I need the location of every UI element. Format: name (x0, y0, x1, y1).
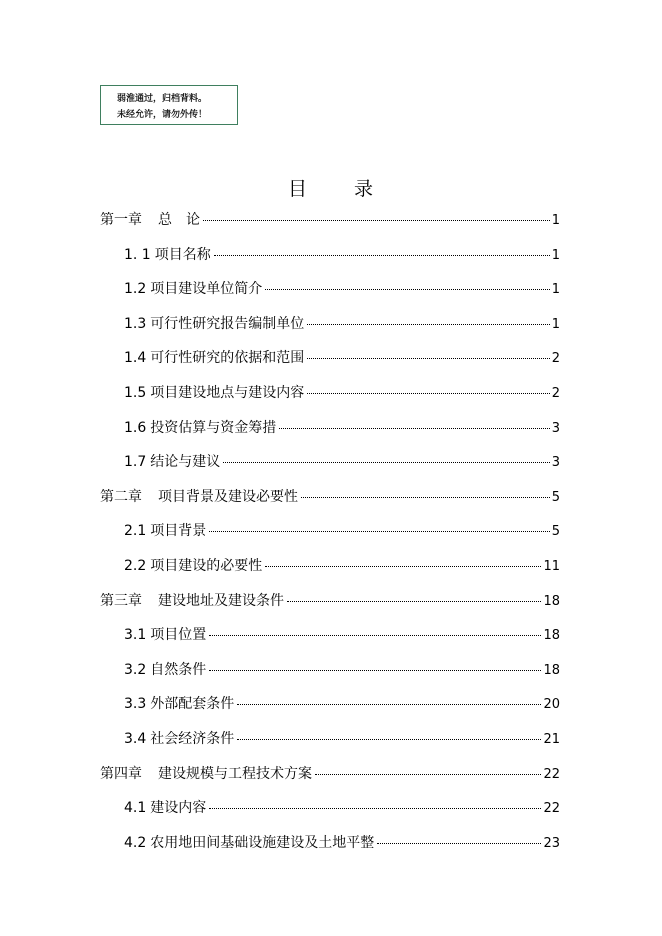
toc-entry-number: 第四章 (100, 765, 142, 782)
toc-dot-leader (209, 635, 541, 636)
toc-dot-leader (315, 774, 541, 775)
toc-page-number: 3 (551, 420, 560, 436)
toc-section-entry[interactable] (124, 661, 560, 680)
notice-line-1: 弱淮通过，归档背料。 (117, 94, 208, 104)
toc-page-number: 2 (551, 351, 560, 367)
toc-dot-leader (307, 358, 549, 359)
toc-entry-number: 3.3 (124, 696, 147, 713)
toc-section-entry[interactable] (124, 834, 560, 853)
toc-chapter-entry[interactable] (100, 765, 560, 784)
toc-page-number: 1 (551, 213, 560, 228)
toc-dot-leader (307, 324, 549, 325)
toc-dot-leader (203, 220, 550, 221)
toc-entry-label: 结论与建议 (150, 454, 221, 471)
toc-chapter-entry[interactable] (100, 211, 560, 230)
toc-entry-label: 投资估算与资金筹措 (150, 419, 277, 436)
toc-entry-label: 项目背景及建设必要性 (158, 488, 298, 505)
title-char-left: 目 (287, 178, 308, 200)
toc-entry-number: 1. 1 (124, 246, 151, 263)
toc-entry-number: 1.6 (124, 419, 147, 436)
toc-entry-number: 第一章 (100, 212, 142, 228)
toc-dot-leader (209, 531, 549, 532)
toc-entry-label: 项目建设地点与建设内容 (150, 385, 305, 401)
toc-entry-label: 项目位置 (150, 627, 207, 644)
toc-section-entry[interactable] (124, 695, 560, 714)
toc-entry-label: 外部配套条件 (150, 696, 235, 713)
toc-page-number: 18 (543, 593, 560, 609)
toc-dot-leader (223, 462, 549, 463)
toc-entry-label: 建设内容 (150, 800, 207, 817)
toc-entry-label: 建设地址及建设条件 (158, 592, 284, 609)
toc-dot-leader (307, 393, 549, 394)
toc-entry-label: 项目建设的必要性 (150, 558, 263, 574)
toc-entry-label: 总 论 (158, 212, 200, 228)
toc-entry-number: 3.2 (124, 661, 147, 678)
toc-dot-leader (287, 601, 541, 602)
title-char-right: 录 (354, 178, 375, 200)
notice-line-2: 未经允许，请勿外传！ (117, 110, 208, 120)
toc-page-number: 23 (543, 835, 560, 851)
toc-page-number: 22 (543, 801, 560, 817)
toc-dot-leader (279, 428, 549, 429)
toc-page-number: 1 (551, 316, 560, 332)
toc-entry-label: 农用地田间基础设施建设及土地平整 (150, 834, 375, 851)
toc-entry-number: 1.5 (124, 385, 147, 401)
toc-entry-number: 2.2 (124, 558, 147, 574)
toc-section-entry[interactable] (124, 730, 560, 749)
toc-entry-number: 3.1 (124, 627, 147, 644)
toc-entry-label: 项目建设单位简介 (150, 281, 263, 298)
toc-page-number: 18 (543, 628, 560, 644)
toc-chapter-entry[interactable] (100, 488, 560, 507)
toc-entry-label: 社会经济条件 (150, 731, 235, 747)
toc-page-number: 1 (551, 282, 560, 298)
toc-page-number: 22 (543, 766, 560, 782)
toc-entry-label: 自然条件 (150, 661, 207, 678)
toc-chapter-entry[interactable] (100, 592, 560, 611)
toc-page-number: 1 (551, 247, 560, 263)
toc-dot-leader (265, 566, 541, 567)
toc-page-number: 20 (543, 697, 560, 713)
toc-page-number: 11 (543, 559, 560, 574)
toc-section-entry[interactable] (124, 557, 560, 576)
toc-section-entry[interactable] (124, 522, 560, 541)
toc-section-entry[interactable] (124, 799, 560, 818)
toc-entry-label: 可行性研究的依据和范围 (150, 350, 305, 367)
toc-dot-leader (265, 289, 549, 290)
toc-section-entry[interactable] (124, 384, 560, 403)
toc-entry-number: 2.1 (124, 523, 147, 540)
toc-entry-label: 项目背景 (150, 523, 207, 540)
toc-entry-label: 项目名称 (154, 246, 211, 263)
toc-section-entry[interactable] (124, 626, 560, 645)
toc-section-entry[interactable] (124, 315, 560, 334)
toc-page-number: 21 (543, 732, 560, 747)
toc-entry-number: 3.4 (124, 731, 147, 747)
toc-page-number: 5 (551, 489, 560, 505)
toc-section-entry[interactable] (124, 453, 560, 472)
toc-dot-leader (209, 670, 541, 671)
toc-section-entry[interactable] (124, 280, 560, 299)
toc-dot-leader (209, 808, 541, 809)
toc-section-entry[interactable] (124, 349, 560, 368)
toc-dot-leader (301, 497, 550, 498)
toc-dot-leader (214, 255, 550, 256)
toc-entry-number: 4.2 (124, 834, 147, 851)
toc-entry-number: 1.3 (124, 315, 147, 332)
toc-dot-leader (237, 739, 541, 740)
toc-page-number: 5 (551, 524, 560, 540)
toc-page-number: 2 (551, 386, 560, 401)
toc-entry-label: 建设规模与工程技术方案 (158, 765, 312, 782)
toc-entry-number: 1.7 (124, 454, 147, 471)
toc-dot-leader (377, 843, 541, 844)
toc-section-entry[interactable] (124, 419, 560, 438)
toc-page-number: 3 (551, 455, 560, 471)
toc-entry-number: 第三章 (100, 592, 142, 609)
toc-page-number: 18 (543, 662, 560, 678)
toc-section-entry[interactable] (124, 246, 560, 265)
toc-entry-label: 可行性研究报告编制单位 (150, 315, 305, 332)
toc-entry-number: 第二章 (100, 488, 142, 505)
toc-entry-number: 4.1 (124, 800, 147, 817)
toc-entry-number: 1.2 (124, 281, 147, 298)
toc-dot-leader (237, 704, 541, 705)
toc-entry-number: 1.4 (124, 350, 147, 367)
